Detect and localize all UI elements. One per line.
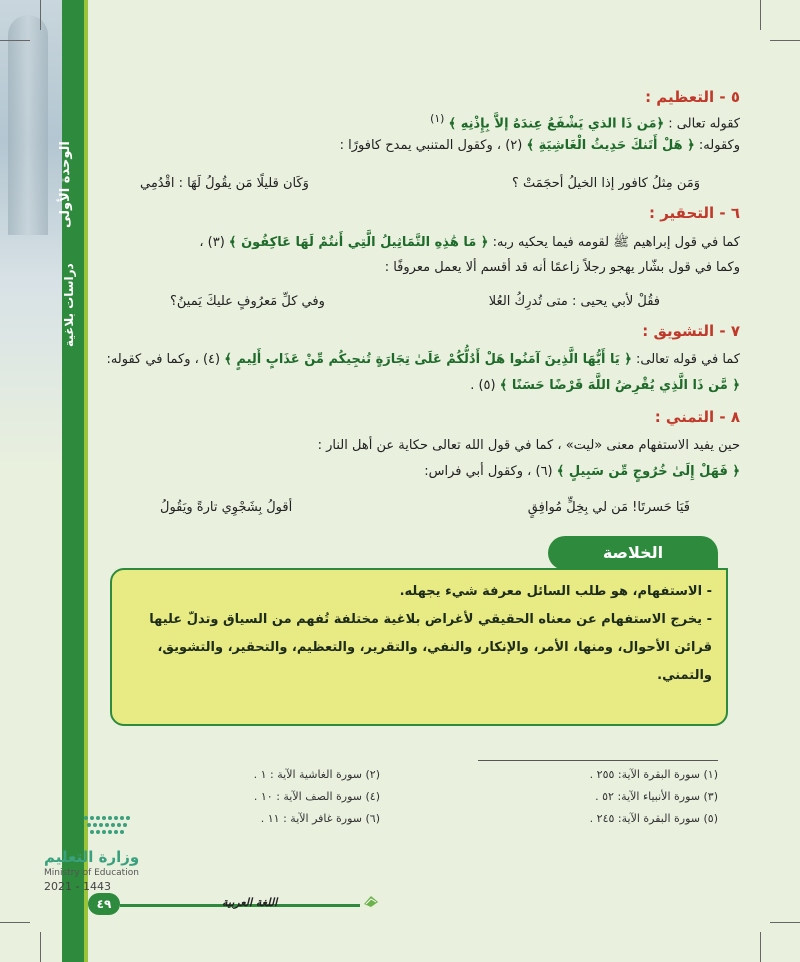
section-heading-glorification: ٥ - التعظيم : — [645, 88, 740, 106]
footnote-divider — [478, 760, 718, 761]
verse-second-half: وفي كلِّ مَعرُوفٍ عليكَ يَمينُ؟ — [170, 294, 325, 309]
verse-first-half: وَمَن مِثلُ كافور إذا الخيلُ أحجَمَتْ ؟ — [512, 176, 700, 191]
ministry-name-english: Ministry of Education — [44, 868, 139, 878]
crop-mark — [760, 932, 761, 962]
summary-tab: الخلاصة — [548, 536, 718, 570]
subject-title: اللغة العربية — [222, 896, 278, 909]
quran-verse: ﴿ هَلْ أَتَنكَ حَدِيثُ الْغَاشِيَةِ ﴾ — [526, 138, 695, 153]
quran-verse: ﴿مَن ذَا الذي يَشْفَعُ عِندَهُ إلاَّ بِإِذْنِهِ ﴾ — [448, 116, 665, 132]
verse-second-half: وَكَان قليلًا مَن يقُولُ لَهَا : اقْدُمِي — [140, 176, 309, 191]
line-text: (٤) ، وكما في كقوله: — [106, 352, 221, 367]
line-text: (٦) ، وكقول أبي فراس: — [424, 464, 553, 479]
text-line — [100, 260, 740, 275]
quran-verse: ﴿ فَهَلْ إِلَىٰ خُرُوجٍ مِّن سَبِيلٍ ﴾ — [556, 464, 740, 479]
text-line — [100, 464, 740, 479]
quran-verse: ﴿ مَّن ذَا الَّذِي يُقْرِضُ اللَّهَ قَرْضًا حَسَنًا ﴾ — [499, 378, 740, 393]
crop-mark — [770, 40, 800, 41]
text-line — [100, 112, 740, 131]
line-text: (٢) ، وكقول المتنبي يمدح كافورًا : — [339, 138, 523, 153]
crop-mark — [40, 0, 41, 30]
summary-point: - يخرج الاستفهام عن معناه الحقيقي لأغراض بلاغية مختلفة تُفهم من السياق وتدلّ عليها — [149, 612, 712, 627]
ministry-logo-icon — [80, 812, 140, 842]
section-heading-contempt: ٦ - التحقير : — [648, 204, 740, 222]
course-label: دراسات بلاغية — [62, 263, 76, 347]
text-line — [100, 378, 740, 393]
verse-second-half: أقولُ بِشَجْوِي تارةً ويَقُولُ — [160, 500, 293, 515]
minaret-image — [8, 15, 48, 235]
footnote: (٥) سورة البقرة الآية: ٢٤٥ . — [589, 812, 718, 825]
verse-first-half: فَيَا حَسرتَا! مَن لي بِخِلٍّ مُوافِقٍ — [527, 500, 690, 515]
footnote: (٦) سورة غافر الآية : ١١ . — [260, 812, 380, 825]
footnote-ref: (١) — [430, 112, 445, 125]
summary-box — [110, 568, 728, 726]
crop-mark — [0, 922, 30, 923]
ministry-name: وزارة التعليم — [44, 848, 140, 866]
quran-verse: ﴿ يَا أَيُّهَا الَّذِينَ آمَنُوا هَلْ أَدُلُّكُمْ عَلَىٰ تِجَارَةٍ تُنجِيكُم مِّنْ عَذَابٍ أَلِيمٍ ﴾ — [224, 352, 632, 367]
unit-label: الوحدة الأولى — [58, 141, 73, 229]
line-text: كما في قوله تعالى: — [631, 352, 740, 367]
line-text: وكما في قول بشّار يهجو رجلاً زاعمًا أنه قد أقسم ألا يعمل معروفًا : — [384, 260, 740, 275]
section-heading-wishing: ٨ - التمني : — [654, 408, 740, 426]
summary-point: قرائن الأحوال، ومنها، الأمر، والإنكار، والنفي، والتقرير، والتعظيم، والتحقير، والتشويق، — [157, 640, 712, 655]
text-line — [100, 234, 740, 253]
book-icon — [362, 892, 380, 910]
summary-point: والتمني. — [657, 668, 712, 683]
footnote: (٣) سورة الأنبياء الآية: ٥٢ . — [595, 790, 718, 803]
footnote: (٢) سورة الغاشية الآية : ١ . — [253, 768, 380, 781]
text-line — [100, 352, 740, 367]
mosque-photo — [0, 0, 62, 470]
crop-mark — [770, 922, 800, 923]
line-text: كقوله تعالى : — [664, 116, 740, 132]
crop-mark — [40, 932, 41, 962]
line-text: وكقوله: — [694, 138, 740, 153]
text-line — [100, 438, 740, 453]
edition-year: 2021 - 1443 — [44, 880, 111, 893]
verse-first-half: فقُلْ لأبي يحيى : متى تُدرِكُ العُلا — [488, 294, 660, 309]
text-line — [100, 138, 740, 153]
summary-point: - الاستفهام، هو طلب السائل معرفة شيء يجهله. — [399, 584, 712, 599]
crop-mark — [760, 0, 761, 30]
section-heading-suspense: ٧ - التشويق : — [642, 322, 740, 340]
line-text: (٥) . — [470, 378, 496, 393]
crop-mark — [0, 40, 30, 41]
line-text: كما في قول إبراهيم ﷺ لقومه فيما يحكيه ربه: — [488, 235, 740, 250]
line-text: حين يفيد الاستفهام معنى «ليت» ، كما في قول الله تعالى حكاية عن أهل النار : — [317, 438, 740, 453]
line-text: (٣) ، — [199, 235, 225, 250]
page-number: ٤٩ — [88, 893, 120, 915]
quran-verse: ﴿ مَا هَٰذِهِ التَّمَاثِيلُ الَّتِي أَنتُمْ لَهَا عَاكِفُونَ ﴾ — [228, 235, 489, 250]
footnote: (١) سورة البقرة الآية: ٢٥٥ . — [589, 768, 718, 781]
footnote: (٤) سورة الصف الآية : ١٠ . — [253, 790, 380, 803]
